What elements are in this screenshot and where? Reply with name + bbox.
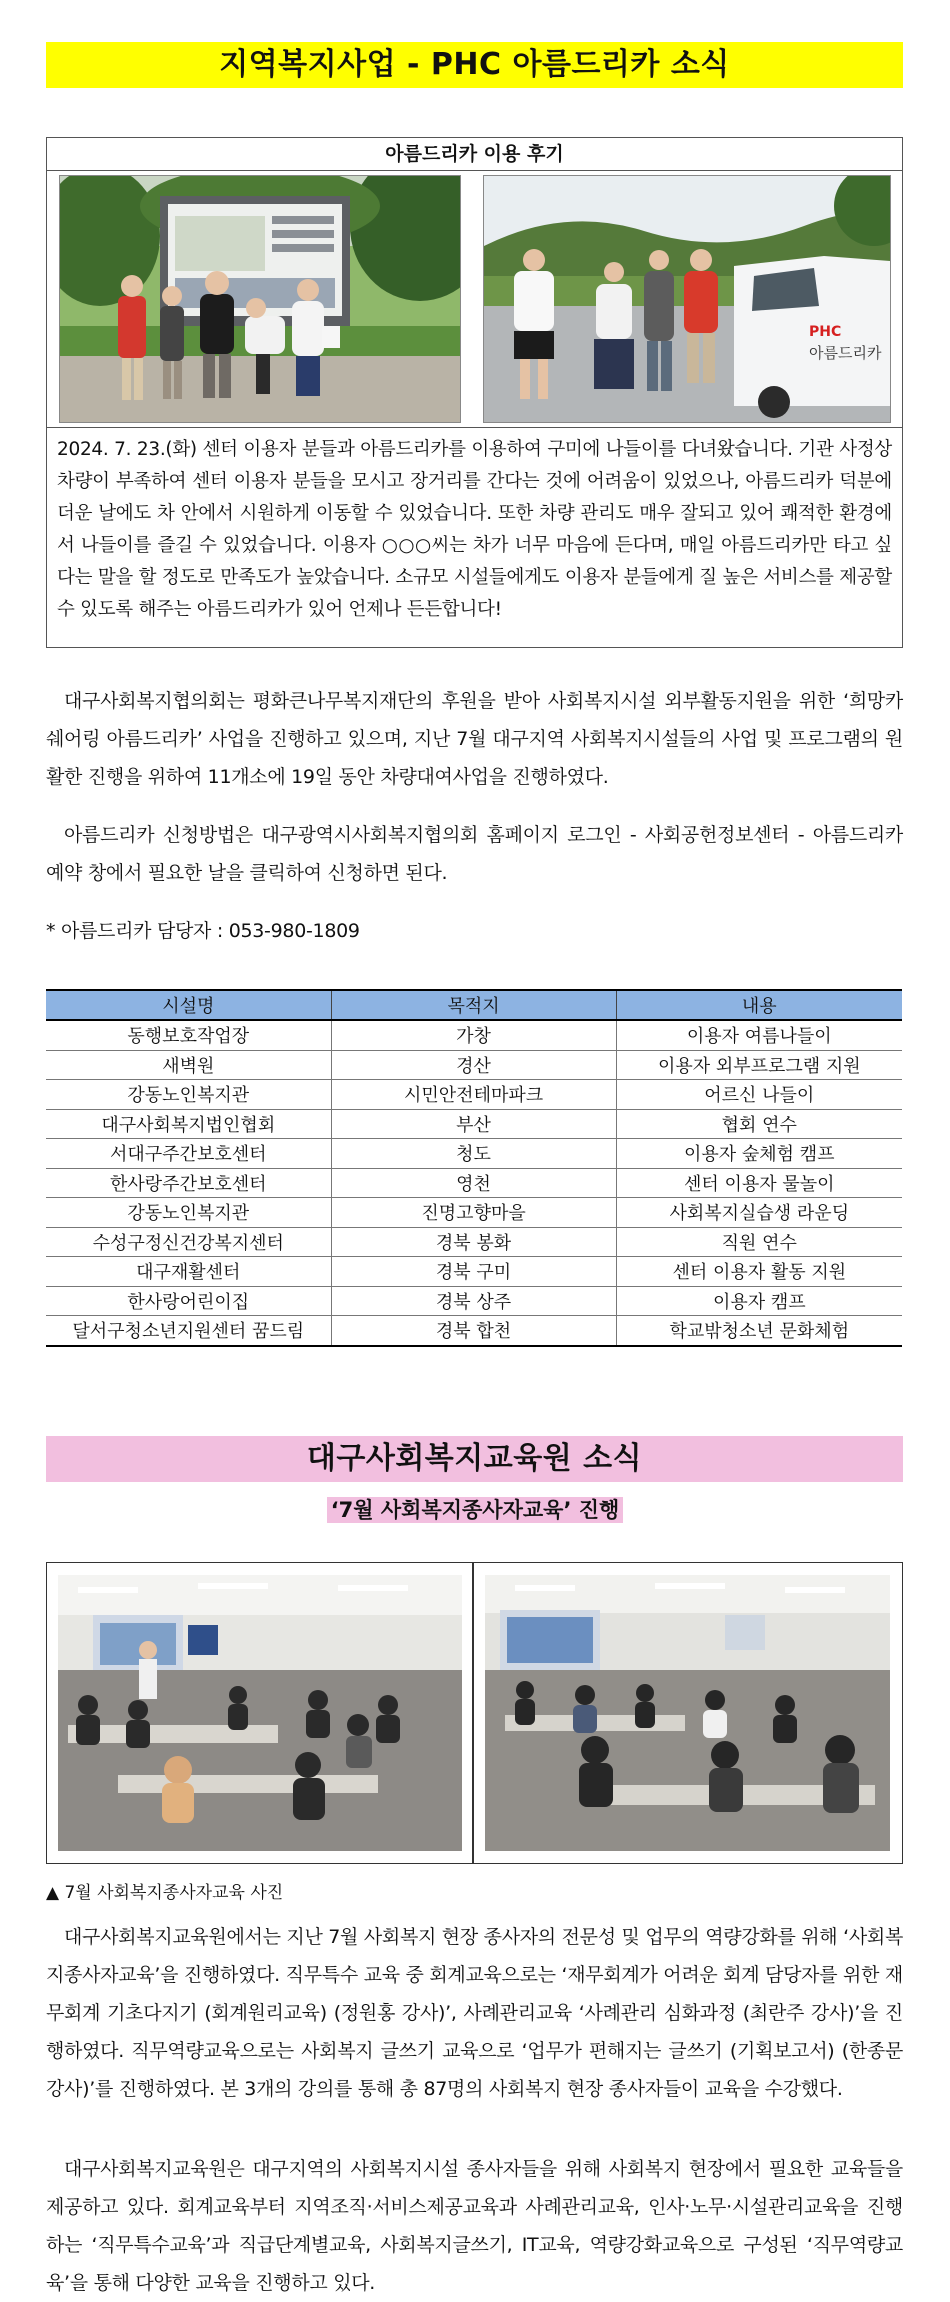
cell-destination: 경산 (331, 1050, 616, 1080)
table-row (46, 1286, 902, 1316)
contact-line: * 아름드리카 담당자 : 053-980-1809 (46, 920, 360, 942)
intro-paragraph: 대구사회복지협의회는 평화큰나무복지재단의 후원을 받아 사회복지시설 외부활동지원을 위한 ‘희망카쉐어링 아름드리카’ 사업을 진행하고 있으며, 지난 7월 대구지역 사회복지시설들의 사업 및 프로그램의 원활한 진행을 위하여 11개소에 19일 동안 차량대여사업을 진행하였다. (46, 690, 903, 788)
review-text: 2024. 7. 23.(화) 센터 이용자 분들과 아름드리카를 이용하여 구미에 나들이를 다녀왔습니다. 기관 사정상 차량이 부족하여 센터 이용자 분들을 모시고 장거리를 간다는 것에 어려움이 있었으나, 아름드리카 덕분에 더운 날에도 차 안에서 시원하게 이동할 수 있었습니다. 또한 차량 관리도 매우 잘되고 있어 쾌적한 환경에서 나들이를 즐길 수 있었습니다. 이용자 ○○○씨는 차가 너무 마음에 든다며, 매일 아름드리카만 타고 싶다는 말을 할 정도로 만족도가 높았습니다. 소규모 시설들에게도 이용자 분들에게 질 높은 서비스를 제공할 수 있도록 해주는 아름드리카가 있어 언제나 든든합니다! (57, 439, 892, 620)
review-photo-row (47, 171, 902, 428)
table-row (46, 1168, 902, 1198)
cell-destination: 시민안전테마파크 (331, 1080, 616, 1110)
cell-content: 사회복지실습생 라운딩 (616, 1198, 902, 1228)
cell-facility: 강동노인복지관 (46, 1198, 331, 1228)
education-paragraph-1: 대구사회복지교육원에서는 지난 7월 사회복지 현장 종사자의 전문성 및 업무의 역량강화를 위해 ‘사회복지종사자교육’을 진행하였다. 직무특수 교육 중 회계교육으로는 ‘재무회계가 어려운 회계 담당자를 위한 재무회계 기초다지기 (회계원리교육) (정원홍 강사)’, 사례관리교육 ‘사례관리 심화과정 (최란주 강사)’을 진행하였다. 직무역량교육으로는 사회복지 글쓰기 교육으로 ‘업무가 편해지는 글쓰기 (기획보고서) (한종문 강사)’를 진행하였다. 본 3개의 강의를 통해 총 87명의 사회복지 현장 종사자들이 교육을 수강했다. (46, 1926, 903, 2100)
group-photo-van (483, 175, 891, 423)
cell-content: 센터 이용자 물놀이 (616, 1168, 902, 1198)
lecture-photo-right (485, 1575, 890, 1851)
cell-facility: 한사랑어린이집 (46, 1286, 331, 1316)
cell-destination: 경북 구미 (331, 1257, 616, 1287)
cell-facility: 강동노인복지관 (46, 1080, 331, 1110)
cell-destination: 부산 (331, 1109, 616, 1139)
cell-content: 협회 연수 (616, 1109, 902, 1139)
cell-facility: 동행보호작업장 (46, 1020, 331, 1050)
photo-divider (472, 1563, 474, 1863)
table-row (46, 1198, 902, 1228)
table-row (46, 1139, 902, 1169)
cell-destination: 영천 (331, 1168, 616, 1198)
cell-content: 이용자 숲체험 캠프 (616, 1139, 902, 1169)
cell-content: 이용자 여름나들이 (616, 1020, 902, 1050)
review-title: 아름드리카 이용 후기 (47, 138, 902, 171)
table-row (46, 1109, 902, 1139)
cell-destination: 가창 (331, 1020, 616, 1050)
table-row (46, 1227, 902, 1257)
cell-facility: 한사랑주간보호센터 (46, 1168, 331, 1198)
rental-table (46, 989, 902, 1347)
cell-destination: 청도 (331, 1139, 616, 1169)
cell-facility: 대구사회복지법인협회 (46, 1109, 331, 1139)
van-name-logo: 아름드리카 (809, 344, 882, 362)
application-paragraph: 아름드리카 신청방법은 대구광역시사회복지협의회 홈페이지 로그인 - 사회공헌정보센터 - 아름드리카 예약 창에서 필요한 날을 클릭하여 신청하면 된다. (46, 824, 903, 884)
education-subtitle-text: ‘7월 사회복지종사자교육’ 진행 (327, 1497, 624, 1523)
section-banner-education: 대구사회복지교육원 소식 (46, 1436, 903, 1482)
table-row (46, 1316, 902, 1346)
photo-caption: ▲ 7월 사회복지종사자교육 사진 (46, 1883, 284, 1903)
table-header-row (46, 990, 902, 1020)
section-banner-phc: 지역복지사업 - PHC 아름드리카 소식 (46, 42, 903, 88)
cell-facility: 대구재활센터 (46, 1257, 331, 1287)
cell-content: 어르신 나들이 (616, 1080, 902, 1110)
education-subtitle (0, 1494, 950, 1524)
cell-content: 학교밖청소년 문화체험 (616, 1316, 902, 1346)
cell-content: 센터 이용자 활동 지원 (616, 1257, 902, 1287)
cell-destination: 경북 합천 (331, 1316, 616, 1346)
table-row (46, 1020, 902, 1050)
cell-content: 이용자 캠프 (616, 1286, 902, 1316)
column-header-destination: 목적지 (331, 990, 616, 1020)
group-photo-signboard (59, 175, 461, 423)
column-header-facility: 시설명 (46, 990, 331, 1020)
cell-content: 이용자 외부프로그램 지원 (616, 1050, 902, 1080)
cell-facility: 서대구주간보호센터 (46, 1139, 331, 1169)
education-paragraph-2: 대구사회복지교육원은 대구지역의 사회복지시설 종사자들을 위해 사회복지 현장에서 필요한 교육들을 제공하고 있다. 회계교육부터 지역조직·서비스제공교육과 사례관리교육, 인사·노무·시설관리교육을 진행하는 ‘직무특수교육’과 직급단계별교육, 사회복지글쓰기, IT교육, 역량강화교육으로 구성된 ‘직무역량교육’을 통해 다양한 교육을 진행하고 있다. (46, 2158, 903, 2294)
cell-destination: 경북 봉화 (331, 1227, 616, 1257)
cell-content: 직원 연수 (616, 1227, 902, 1257)
table-row (46, 1257, 902, 1287)
cell-destination: 경북 상주 (331, 1286, 616, 1316)
column-header-content: 내용 (616, 990, 902, 1020)
review-box (46, 137, 903, 648)
cell-destination: 진명고향마을 (331, 1198, 616, 1228)
cell-facility: 새벽원 (46, 1050, 331, 1080)
table-row (46, 1080, 902, 1110)
cell-facility: 수성구정신건강복지센터 (46, 1227, 331, 1257)
education-photo-box (46, 1562, 903, 1864)
lecture-photo-left (58, 1575, 462, 1851)
van-brand-logo: PHC (809, 324, 842, 340)
cell-facility: 달서구청소년지원센터 꿈드림 (46, 1316, 331, 1346)
table-row (46, 1050, 902, 1080)
